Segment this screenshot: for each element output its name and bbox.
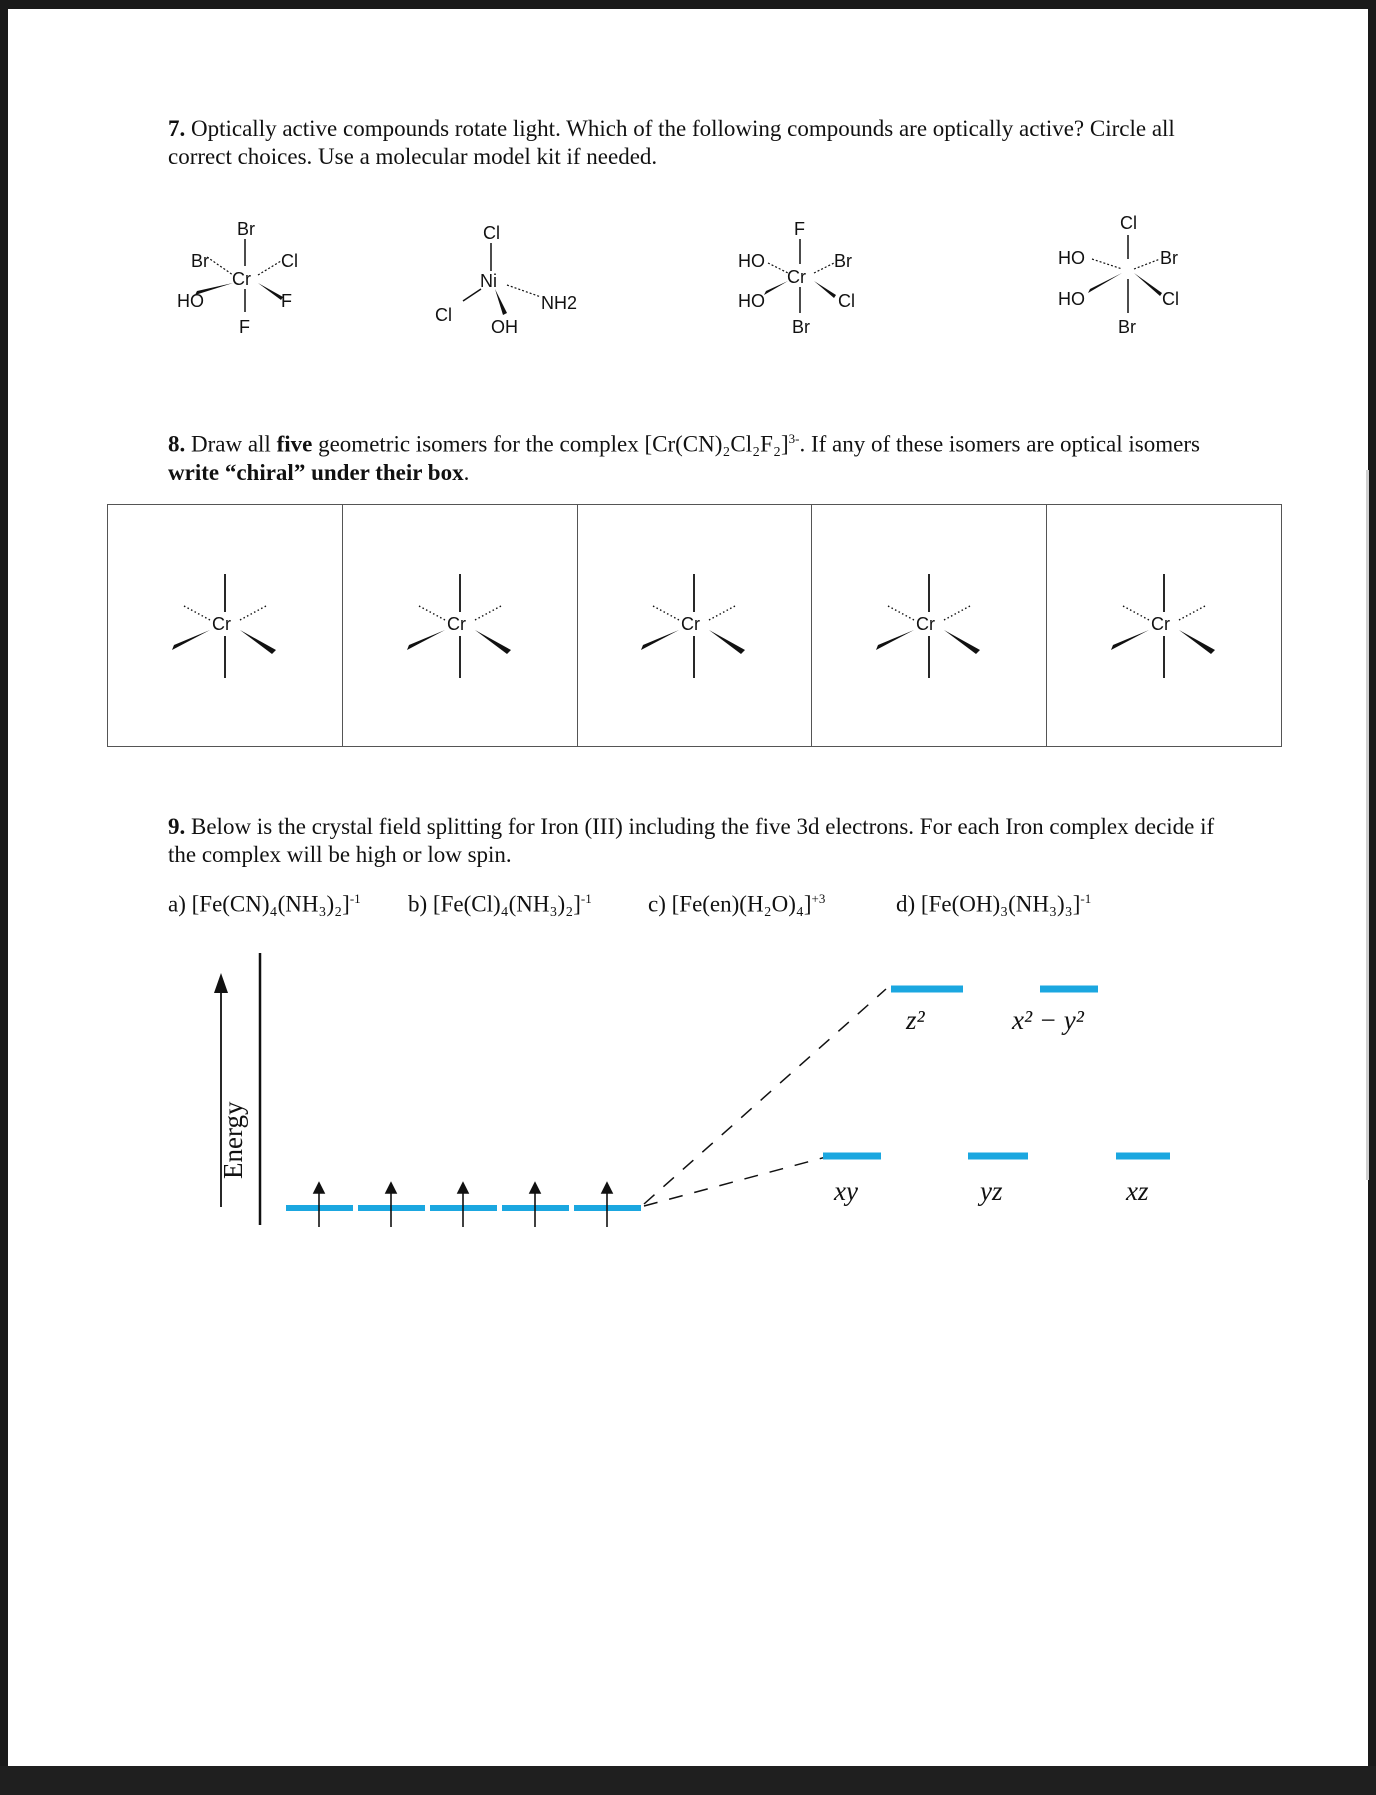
molecule-4[interactable] bbox=[1048, 209, 1208, 349]
complex-option-d[interactable] bbox=[896, 891, 1091, 918]
question-8-text-a: Draw all bbox=[185, 431, 277, 457]
complex-option-c[interactable] bbox=[648, 891, 825, 918]
molecule-1-bottom: F bbox=[239, 317, 250, 337]
octahedral-template-2 bbox=[395, 566, 525, 686]
question-8-bold-five: five bbox=[276, 431, 313, 457]
molecule-3-upper-right: Br bbox=[834, 251, 852, 271]
question-8-text-b: geometric isomers for the complex [Cr(CN)₂Cl₂F₂] bbox=[312, 431, 789, 457]
isomer-box-4-center: Cr bbox=[916, 613, 936, 634]
electron-4-head bbox=[530, 1183, 540, 1193]
molecule-4-top: Cl bbox=[1120, 213, 1137, 233]
worksheet-page bbox=[8, 9, 1368, 1766]
electron-1-head bbox=[314, 1183, 324, 1193]
electron-2-head bbox=[386, 1183, 396, 1193]
complex-a-charge: -1 bbox=[349, 891, 361, 906]
complex-a-label: a) [Fe(CN)₄(NH₃)₂] bbox=[168, 891, 350, 917]
complex-option-a[interactable] bbox=[168, 891, 361, 918]
connector-upper bbox=[644, 989, 886, 1204]
molecule-2-center: Ni bbox=[480, 271, 497, 291]
question-8-text-c: . If any of these isomers are optical isomers bbox=[799, 431, 1200, 457]
complex-b-label: b) [Fe(Cl)₄(NH₃)₂] bbox=[408, 891, 581, 917]
crystal-field-diagram bbox=[8, 939, 1368, 1239]
molecule-3-lower-left: HO bbox=[738, 291, 765, 311]
molecule-1-top: Br bbox=[237, 219, 255, 239]
connector-lower bbox=[644, 1157, 826, 1206]
complex-b-charge: -1 bbox=[580, 891, 592, 906]
orbital-z2-label: z² bbox=[906, 1005, 925, 1035]
isomer-box-3[interactable] bbox=[578, 505, 813, 746]
isomer-box-2[interactable] bbox=[343, 505, 578, 746]
molecule-1-upper-right: Cl bbox=[281, 251, 298, 271]
octahedral-template-3 bbox=[629, 566, 759, 686]
molecule-2[interactable] bbox=[413, 209, 603, 349]
isomer-box-1-center: Cr bbox=[211, 613, 231, 634]
isomer-box-3-center: Cr bbox=[681, 613, 701, 634]
molecule-2-left: Cl bbox=[435, 305, 452, 325]
complex-option-b[interactable] bbox=[408, 891, 592, 918]
molecule-3[interactable] bbox=[728, 209, 888, 349]
molecule-1-lower-right: F bbox=[281, 291, 292, 311]
molecule-3-center: Cr bbox=[787, 267, 806, 287]
scrollbar-edge bbox=[1366, 470, 1369, 1180]
degenerate-orbitals bbox=[286, 1183, 641, 1227]
molecule-1-upper-left: Br bbox=[191, 251, 209, 271]
isomer-box-2-center: Cr bbox=[446, 613, 466, 634]
molecule-1[interactable] bbox=[163, 209, 323, 349]
bottom-bar bbox=[0, 1766, 1376, 1795]
isomer-box-5-center: Cr bbox=[1151, 613, 1171, 634]
molecule-3-upper-left: HO bbox=[738, 251, 765, 271]
question-9 bbox=[168, 813, 1228, 869]
orbital-xz-label: xz bbox=[1126, 1176, 1149, 1206]
molecule-1-lower-left: HO bbox=[177, 291, 204, 311]
molecule-4-lower-left: HO bbox=[1058, 289, 1085, 309]
isomer-box-5[interactable] bbox=[1047, 505, 1281, 746]
question-9-number: 9. bbox=[168, 814, 186, 839]
energy-label: Energy bbox=[218, 1101, 248, 1179]
molecule-4-upper-left: HO bbox=[1058, 248, 1085, 268]
question-8-number: 8. bbox=[168, 431, 186, 457]
molecule-4-bottom: Br bbox=[1118, 317, 1136, 337]
molecule-1-center: Cr bbox=[232, 269, 251, 289]
octahedral-template-5 bbox=[1099, 566, 1229, 686]
molecule-3-lower-right: Cl bbox=[838, 291, 855, 311]
complex-c-charge: +3 bbox=[811, 891, 826, 906]
question-7 bbox=[168, 115, 1228, 171]
octahedral-template-4 bbox=[864, 566, 994, 686]
molecule-4-upper-right: Br bbox=[1160, 248, 1178, 268]
question-8-charge: 3- bbox=[788, 431, 800, 446]
octahedral-template-1 bbox=[160, 566, 290, 686]
isomer-box-1[interactable] bbox=[108, 505, 343, 746]
orbital-xy-label: xy bbox=[834, 1176, 858, 1206]
question-8-text-d: . bbox=[463, 459, 470, 485]
electron-5-head bbox=[602, 1183, 612, 1193]
complex-d-label: d) [Fe(OH)₃(NH₃)₃] bbox=[896, 891, 1081, 917]
question-8-bold-write: write “chiral” under their box bbox=[168, 459, 464, 485]
molecule-4-lower-right: Cl bbox=[1162, 289, 1179, 309]
question-7-text: Optically active compounds rotate light. Which of the following compounds are optically active? Circle all correct choices. Use a molecular model kit if needed. bbox=[168, 116, 1175, 169]
electron-3-head bbox=[458, 1183, 468, 1193]
molecule-2-bottom: OH bbox=[491, 317, 518, 337]
molecule-2-right: NH2 bbox=[541, 293, 578, 313]
molecule-2-top: Cl bbox=[483, 223, 500, 243]
molecule-3-bottom: Br bbox=[792, 317, 810, 337]
question-9-text: Below is the crystal field splitting for Iron (III) including the five 3d electrons. For each Iron complex decide if the complex will be high or low spin. bbox=[168, 814, 1215, 867]
isomer-box-4[interactable] bbox=[812, 505, 1047, 746]
complex-c-label: c) [Fe(en)(H₂O)₄] bbox=[648, 891, 812, 917]
energy-arrow-head bbox=[214, 973, 228, 993]
isomer-boxes bbox=[107, 504, 1282, 747]
molecule-3-top: F bbox=[794, 219, 805, 239]
orbital-x2-y2-label: x² − y² bbox=[1012, 1005, 1084, 1035]
complex-d-charge: -1 bbox=[1080, 891, 1092, 906]
orbital-yz-label: yz bbox=[980, 1176, 1003, 1206]
question-7-number: 7. bbox=[168, 116, 186, 141]
question-8 bbox=[168, 425, 1228, 487]
